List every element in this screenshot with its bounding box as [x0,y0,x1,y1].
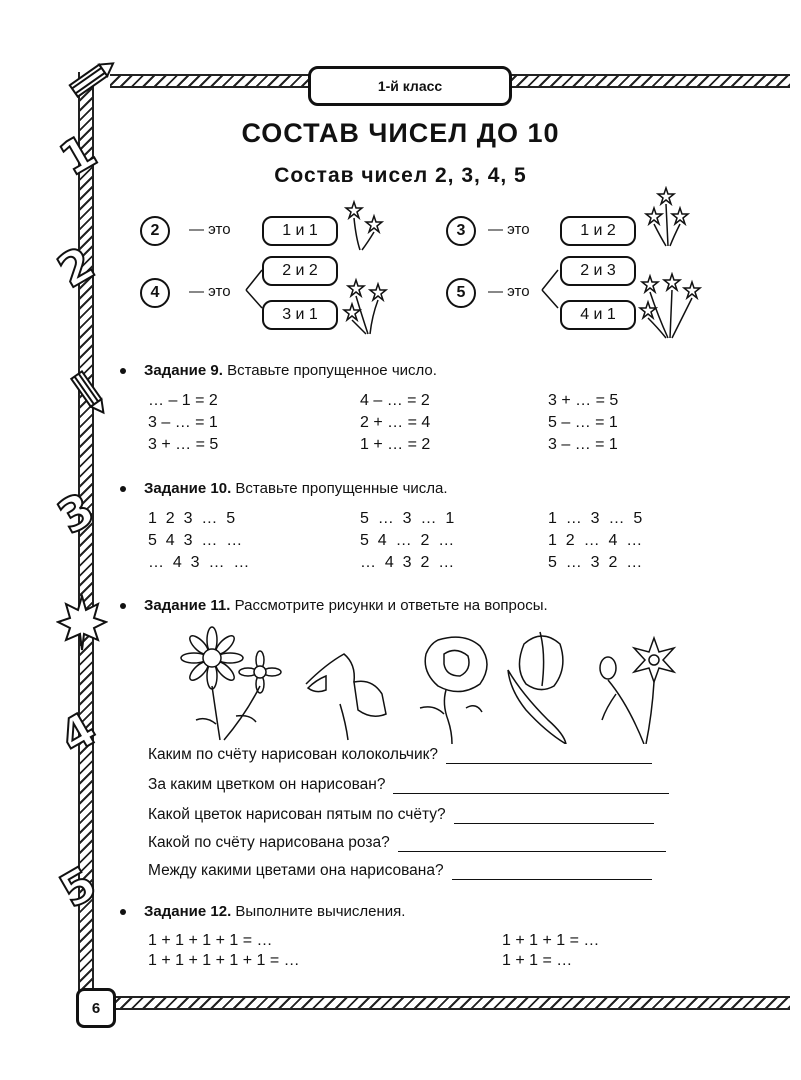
rose-icon [420,637,487,744]
task-9-col-3 [548,392,618,454]
composition-part: 3 и 1 [262,300,338,330]
task-text: Рассмотрите рисунки и ответьте на вопросы. [234,597,548,614]
sequence: … 4 3 … … [148,554,250,571]
question-text: Каким по счёту нарисован колокольчик? [148,746,439,763]
question-text: Между какими цветами она нарисована? [148,862,444,879]
side-digit-1: 1 [50,123,106,187]
task-10-col-3 [548,510,642,572]
pencil-icon-2 [62,366,114,422]
star-flowers-icon [636,272,704,342]
task-label: Задание 11. [144,597,231,614]
equation: 3 + … = 5 [548,392,619,409]
sequence: 1 2 … 4 … [548,532,643,549]
bellflower-icon [306,654,386,740]
answer-line[interactable] [398,851,666,852]
task-11-heading [120,597,548,614]
page-number: 6 [76,988,116,1028]
sequence: … 4 3 2 … [360,554,455,571]
sequence: 5 … 3 … 1 [360,510,455,527]
task-text: Вставьте пропущенное число. [227,362,437,379]
bullet [120,486,126,492]
question-text: За каким цветком он нарисован? [148,776,386,793]
answer-line[interactable] [393,793,669,794]
answer-line[interactable] [452,879,652,880]
question-5 [148,862,652,880]
number-circle-4: 4 [140,278,170,308]
equation: 2 + … = 4 [360,414,431,431]
question-4 [148,834,666,852]
sequence: 5 4 … 2 … [360,532,455,549]
side-digit-3: 3 [48,481,104,545]
answer-line[interactable] [454,823,654,824]
question-text: Какой по счёту нарисована роза? [148,834,390,851]
number-circle-5: 5 [446,278,476,308]
sequence: 5 4 3 … … [148,532,243,549]
question-2 [148,776,669,794]
task-10-col-1 [148,510,249,572]
task-label: Задание 9. [144,362,223,379]
sequence: 1 … 3 … 5 [548,510,643,527]
star-flowers-icon [340,198,386,254]
cornflower-icon [600,638,674,744]
question-1 [148,746,652,764]
composition-word: — это [189,283,231,300]
composition-word: — это [488,221,530,238]
answer-line[interactable] [446,763,652,764]
equation: 1 + 1 + 1 = … [502,932,600,949]
star-flowers-icon [340,276,396,338]
question-3 [148,806,654,824]
task-label: Задание 12. [144,903,232,920]
question-text: Какой цветок нарисован пятым по счёту? [148,806,446,823]
bullet [120,368,126,374]
equation: 5 – … = 1 [548,414,618,431]
branch-connector [244,266,266,312]
side-digit-5: 5 [50,855,106,919]
task-12-col-2 [502,932,599,970]
star-flowers-icon [640,186,696,252]
composition-part: 1 и 1 [262,216,338,246]
pencil-icon [64,56,124,100]
task-9-heading [120,362,437,379]
bullet [120,603,126,609]
composition-part: 1 и 2 [560,216,636,246]
bullet [120,909,126,915]
composition-word: — это [488,283,530,300]
equation: 3 – … = 1 [548,436,618,453]
composition-part: 2 и 3 [560,256,636,286]
task-12-col-1 [148,932,300,970]
grade-label: 1-й класс [308,66,512,106]
equation: 1 + 1 = … [502,952,573,969]
task-9-col-2 [360,392,430,454]
daisy-icon [181,627,281,740]
equation: 1 + 1 + 1 + 1 + 1 = … [148,952,300,969]
flowers-illustration [176,624,692,744]
equation: 1 + 1 + 1 + 1 = … [148,932,273,949]
side-digit-2: 2 [48,235,104,299]
task-12-heading [120,903,405,920]
maple-leaf-icon [56,592,108,652]
frame-bottom-border [110,996,790,1010]
page-title: СОСТАВ ЧИСЕЛ ДО 10 [241,118,560,148]
number-circle-3: 3 [446,216,476,246]
task-10-heading [120,480,448,497]
task-9-col-1 [148,392,218,454]
sequence: 1 2 3 … 5 [148,510,236,527]
task-text: Выполните вычисления. [235,903,406,920]
side-digit-4: 4 [50,701,106,765]
task-label: Задание 10. [144,480,232,497]
number-circle-2: 2 [140,216,170,246]
page-subtitle: Состав чисел 2, 3, 4, 5 [274,164,527,187]
composition-part: 4 и 1 [560,300,636,330]
tulip-icon [508,632,566,744]
composition-part: 2 и 2 [262,256,338,286]
task-text: Вставьте пропущенные числа. [235,480,448,497]
equation: … – 1 = 2 [148,392,218,409]
equation: 3 + … = 5 [148,436,219,453]
equation: 4 – … = 2 [360,392,430,409]
equation: 1 + … = 2 [360,436,431,453]
sequence: 5 … 3 2 … [548,554,643,571]
equation: 3 – … = 1 [148,414,218,431]
task-10-col-2 [360,510,454,572]
branch-connector [540,266,562,312]
composition-word: — это [189,221,231,238]
